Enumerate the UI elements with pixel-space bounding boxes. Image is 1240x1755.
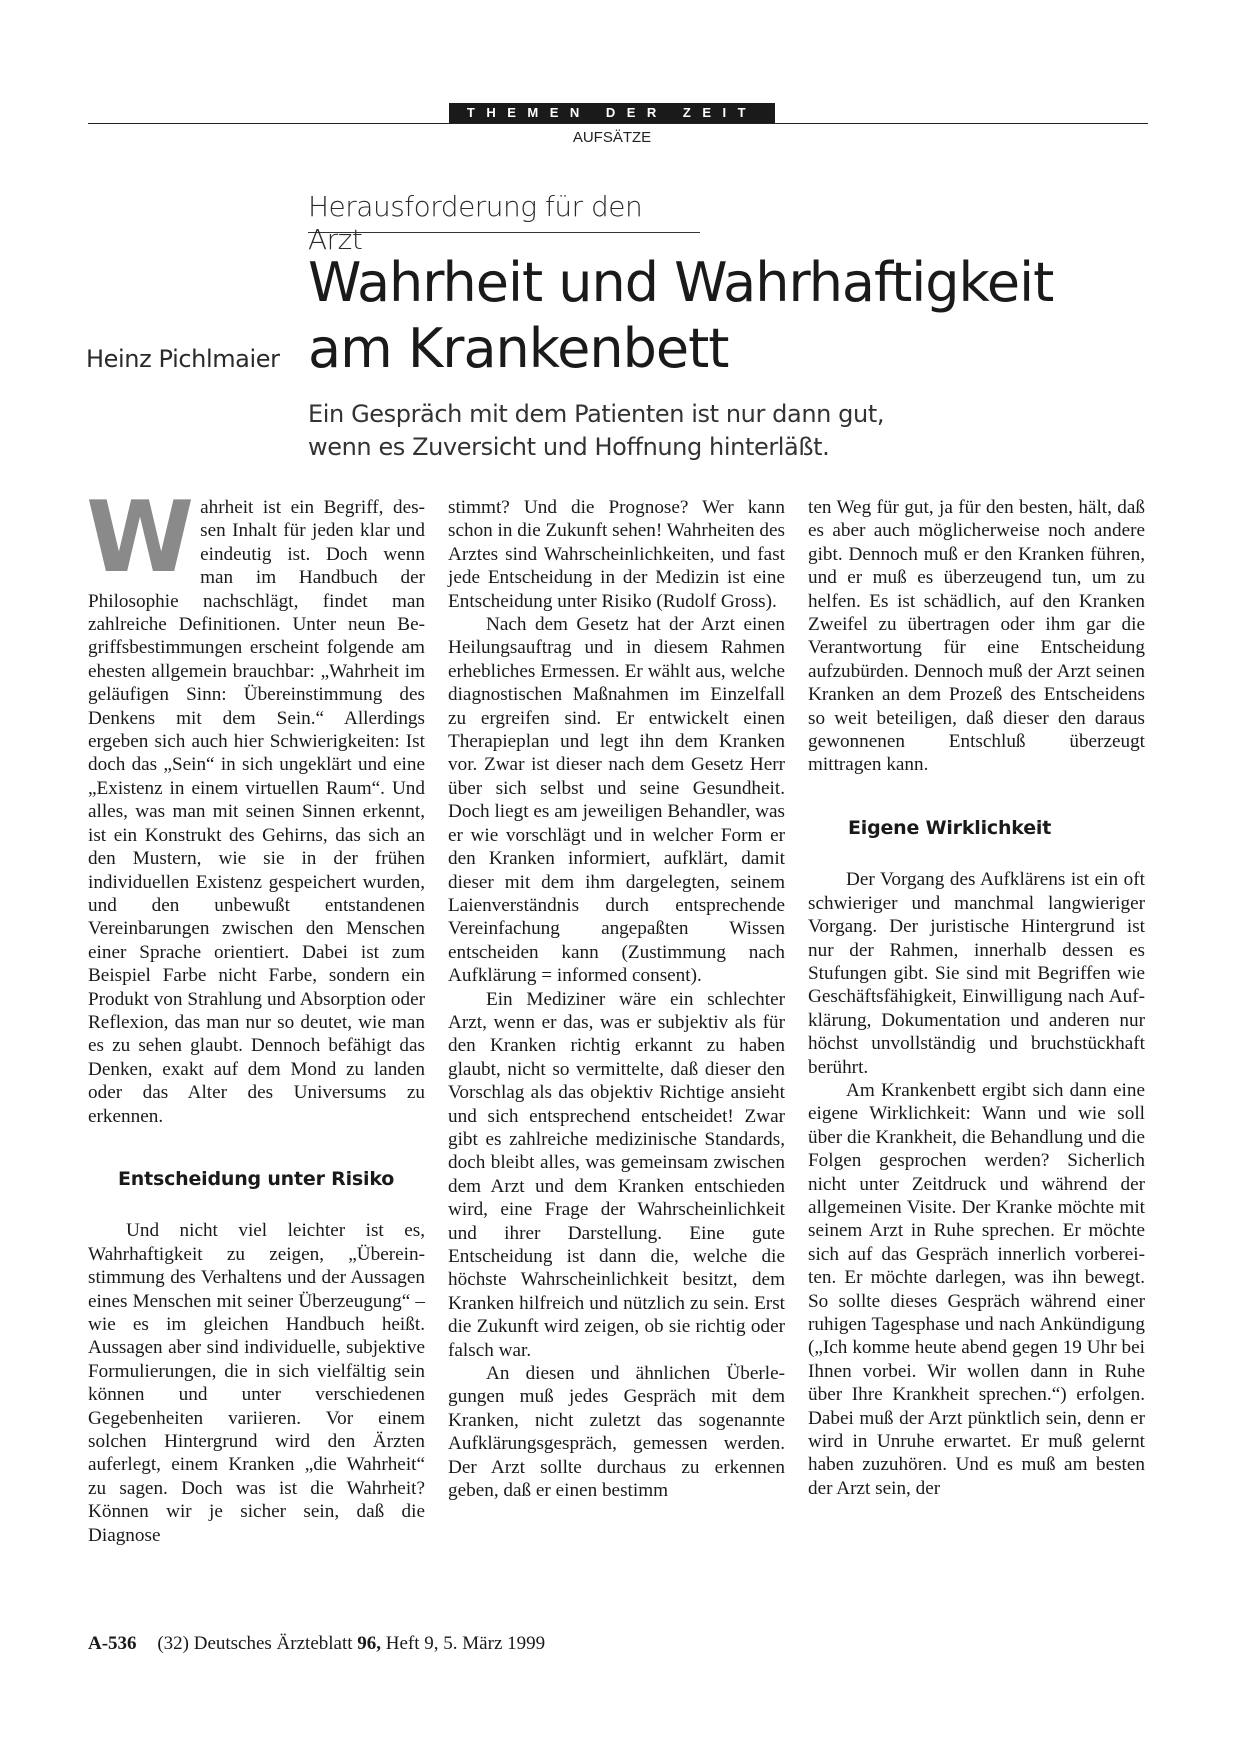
text-column-1 — [86, 481, 425, 1547]
article-title — [308, 250, 1168, 382]
page-number: A-536 — [88, 1633, 137, 1654]
paragraph: ten Weg für gut, ja für den besten, hält, daß es aber auch möglicherweise noch andere gibt. Dennoch muß er den Kranken führen, und er muß es überzeugend tun, um zu helfen. Es ist schädlich, auf den Kranken Zweifel zu übertragen oder ihm gar die Verantwortung für eine Entscheidung aufzubürden. Dennoch muß der Arzt seinen Kranken an dem Prozeß des Entscheidens so weit beteiligen, daß dieser den daraus gewonnenen Entschluß überzeugt mittragen kann. — [808, 497, 1145, 776]
journal-volume: 96, — [357, 1633, 382, 1654]
subtitle-line-2: wenn es Zuversicht und Hoffnung hinterläßt. — [308, 433, 830, 461]
subsection-label: AUFSÄTZE — [572, 129, 652, 146]
paragraph: Und nicht viel leichter ist es, Wahrhaftigkeit zu zeigen, „Übereinstimmung des Verhaltens und der Aussagen eines Menschen mit seiner Überzeugung“ – wie es im gleichen Handbuch heißt. Aussagen aber sind individuelle, subjektive Formulierungen, die in sich vielfältig sein können und unter verschiedenen Gegebenheiten variieren. Vor einem solchen Hintergrund wird den Ärzten auferlegt, einem Kranken „die Wahrheit“ zu sagen. Doch was ist die Wahrheit? Können wir je sicher sein, daß die Diagnose — [88, 1220, 425, 1546]
paragraph: Der Vorgang des Aufklärens ist ein oft schwieriger und manchmal langwieriger Vorgang. Der juristische Hintergrund ist nur der Rahmen, innerhalb dessen es Stufungen gibt. Sie sind mit Begriffen wie Geschäftsfähigkeit, Einwilligung nach Aufklärung, Dokumentation und anderen nur höchst unvollständig und bruchstückhaft berührt. — [808, 869, 1145, 1078]
author-name: Heinz Pichlmaier — [86, 345, 280, 373]
section-heading: Eigene Wirklichkeit — [848, 816, 1052, 839]
paragraph: Ein Mediziner wäre ein schlechter Arzt, wenn er das, was er subjektiv als für den Kranken richtig erkannt zu haben glaubt, nicht so vermittelte, daß dieser den Vorschlag als das objektiv Richtige ansieht und sich entsprechend entscheidet! Zwar gibt es zahlreiche medizinische Standards, doch bleibt alles, was gemeinsam zwischen dem Arzt und dem Kranken entschieden wird, eine Frage der Wahrscheinlichkeit und ihrer Darstellung. Eine gute Entscheidung ist dann die, welche die höchste Wahrscheinlichkeit besitzt, dem Kranken hilfreich und nützlich zu sein. Erst die Zukunft wird zeigen, ob sie richtig oder falsch war. — [448, 988, 785, 1361]
article-kicker: Herausforderung für den Arzt — [308, 190, 700, 233]
paragraph: An diesen und ähnlichen Überlegungen muß jedes Gespräch mit dem Kranken, nicht zuletzt das sogenannte Aufklärungsgespräch, gemessen werden. Der Arzt sollte durchaus zu erkennen geben, daß er einen bestimm — [448, 1363, 785, 1502]
paragraph: stimmt? Und die Prognose? Wer kann schon in die Zukunft sehen! Wahrheiten des Arztes sind Wahrscheinlichkeiten, und fast jede Entscheidung in der Medizin ist eine Entscheidung unter Risiko (Rudolf Gross). — [448, 497, 785, 612]
section-heading: Entscheidung unter Risiko — [118, 1167, 395, 1190]
title-line-2: am Krankenbett — [308, 317, 729, 380]
text-column-3 — [808, 496, 1145, 1500]
section-label: THEMEN DER ZEIT — [449, 103, 775, 123]
text-column-2 — [448, 496, 785, 1502]
page-footer — [88, 1633, 545, 1655]
header-rule — [88, 123, 1148, 124]
drop-cap: W — [86, 481, 195, 595]
title-line-1: Wahrheit und Wahrhaftigkeit — [308, 251, 1054, 314]
paragraph: Am Krankenbett ergibt sich dann eine eigene Wirklichkeit: Wann und wie soll über die Krankheit, die Behandlung und die Folgen gesprochen werden? Sicherlich nicht unter Zeitdruck und während der allgemeinen Visite. Der Kranke möchte mit seinem Arzt in Ruhe sprechen. Er möchte sich auf das Gespräch innerlich vorbereiten. Er möchte darlegen, was ihn bewegt. So sollte dieses Gespräch während einer ruhigen Tagesphase und nach Ankündigung („Ich komme heute abend gegen 19 Uhr bei Ihnen vorbei. Wir wollen dann in Ruhe über Ihre Krankheit sprechen.“) erfolgen. Dabei muß der Arzt pünktlich sein, denn er wird in Unruhe erwartet. Er muß gelernt haben zuzuhören. Und es muß am besten der Arzt sein, der — [808, 1079, 1145, 1499]
journal-name: (32) Deutsches Ärzteblatt — [157, 1633, 353, 1654]
article-subtitle — [308, 398, 1108, 464]
issue-date: Heft 9, 5. März 1999 — [385, 1633, 546, 1654]
subtitle-line-1: Ein Gespräch mit dem Patienten ist nur dann gut, — [308, 400, 885, 428]
paragraph — [86, 481, 425, 1128]
paragraph: Nach dem Gesetz hat der Arzt einen Heilungsauftrag und in diesem Rahmen erhebliches Ermessen. Er wählt aus, welche diagnostischen Maßnahmen im Einzelfall zu ergreifen sind. Er entwickelt einen Therapieplan und legt ihn dem Kranken vor. Zwar ist dieser nach dem Gesetz Herr über sich selbst und seine Gesundheit. Doch liegt es am jeweiligen Behandler, was er wie vorschlägt und in welcher Form er den Kranken informiert, aufklärt, damit dieser mit dem ihm dargelegten, seinem Laienverständnis durch entsprechende Vereinfachung angepaßten Wissen entscheiden kann (Zustimmung nach Aufklärung = informed consent). — [448, 614, 785, 987]
paragraph-text: ahrheit ist ein Begriff, dessen Inhalt für jeden klar und eindeutig ist. Doch wenn man im Handbuch der Philosophie nachschlägt, findet man zahlreiche Definitionen. Unter neun Begriffsbestimmungen erscheint folgende am ehesten allgemein brauchbar: „Wahrheit im geläufigen Sinn: Übereinstimmung des Denkens mit dem Sein.“ Allerdings ergeben sich auch hier Schwierigkeiten: Ist doch das „Sein“ in sich ungeklärt und eine „Existenz in einem virtuellen Raum“. Und alles, was man mit seinen Sinnen erkennt, ist ein Konstrukt des Gehirns, das sich an den Mustern, wie sie in der frühen individuellen Existenz gespeichert wurden, und den unbewußt entstandenen Vereinbarungen zwischen den Menschen einer Sprache orientiert. Dabei ist zum Beispiel Farbe nicht Farbe, sondern ein Produkt von Strahlung und Absorption oder Reflexion, das man nur so deutet, wie man es zu sehen glaubt. Dennoch befähigt das Denken, exakt auf dem Mond zu landen oder das Alter des Universums zu erkennen. — [88, 497, 425, 1127]
